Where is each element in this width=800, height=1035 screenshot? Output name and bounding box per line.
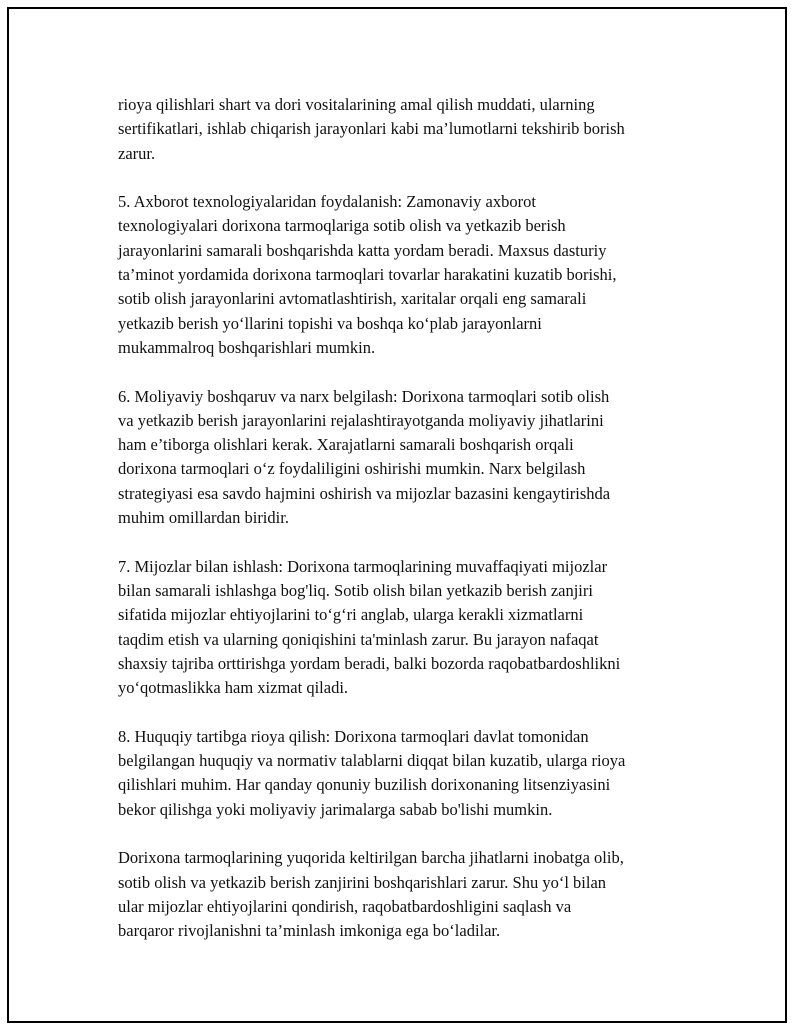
paragraph-continuation [118, 93, 698, 166]
text-line: 5. Axborot texnologiyalaridan foydalanish: Zamonaviy axborot [118, 192, 536, 212]
paragraph-item-7 [118, 555, 698, 701]
paragraph-item-5 [118, 190, 698, 360]
text-line: belgilangan huquqiy va normativ talablarni diqqat bilan kuzatib, ularga rioya [118, 751, 626, 771]
text-line: 7. Mijozlar bilan ishlash: Dorixona tarmoqlarining muvaffaqiyati mijozlar [118, 556, 608, 576]
text-line: dorixona tarmoqlari oʻz foydaliligini oshirishi mumkin. Narx belgilash [118, 459, 586, 479]
text-line: bilan samarali ishlashga bog'liq. Sotib olish bilan yetkazib berish zanjiri [118, 580, 593, 600]
text-line: sertifikatlari, ishlab chiqarish jarayonlari kabi ma’lumotlarni tekshirib borish [118, 119, 625, 139]
paragraph-conclusion [118, 846, 698, 943]
paragraph-item-8 [118, 725, 698, 822]
text-line: va yetkazib berish jarayonlarini rejalashtirayotganda moliyaviy jihatlarini [118, 410, 604, 430]
document-body [118, 93, 698, 968]
text-line: Dorixona tarmoqlarining yuqorida keltirilgan barcha jihatlarni inobatga olib, [118, 848, 624, 868]
text-line: ta’minot yordamida dorixona tarmoqlari tovarlar harakatini kuzatib borishi, [118, 265, 617, 285]
text-line: muhim omillardan biridir. [118, 508, 289, 528]
text-line: jarayonlarini samarali boshqarishda katta yordam beradi. Maxsus dasturiy [118, 240, 607, 260]
text-line: barqaror rivojlanishni ta’minlash imkoniga ega boʻladilar. [118, 921, 501, 941]
text-line: ular mijozlar ehtiyojlarini qondirish, raqobatbardoshligini saqlash va [118, 896, 572, 916]
text-line: taqdim etish va ularning qoniqishini ta'minlash zarur. Bu jarayon nafaqat [118, 629, 599, 649]
text-line: rioya qilishlari shart va dori vositalarining amal qilish muddati, ularning [118, 95, 595, 114]
text-line: zarur. [118, 143, 156, 163]
text-line: 6. Moliyaviy boshqaruv va narx belgilash: Dorixona tarmoqlari sotib olish [118, 386, 610, 406]
text-line: strategiyasi esa savdo hajmini oshirish va mijozlar bazasini kengaytirishda [118, 483, 611, 503]
text-line: shaxsiy tajriba orttirishga yordam beradi, balki bozorda raqobatbardoshlikni [118, 653, 621, 673]
text-line: texnologiyalari dorixona tarmoqlariga sotib olish va yetkazib berish [118, 216, 566, 236]
text-line: yoʻqotmaslikka ham xizmat qiladi. [118, 678, 349, 698]
paragraph-item-6 [118, 385, 698, 531]
text-line: sotib olish va yetkazib berish zanjirini boshqarishlari zarur. Shu yoʻl bilan [118, 872, 607, 892]
text-line: sifatida mijozlar ehtiyojlarini toʻgʻri anglab, ularga kerakli xizmatlarni [118, 605, 584, 625]
text-line: sotib olish jarayonlarini avtomatlashtirish, xaritalar orqali eng samarali [118, 289, 587, 309]
text-line: yetkazib berish yoʻllarini topishi va boshqa koʻplab jarayonlarni [118, 313, 542, 333]
text-line: mukammalroq boshqarishlari mumkin. [118, 337, 376, 357]
text-line: qilishlari muhim. Har qanday qonuniy buzilish dorixonaning litsenziyasini [118, 775, 611, 795]
text-line: 8. Huquqiy tartibga rioya qilish: Dorixona tarmoqlari davlat tomonidan [118, 726, 589, 746]
text-line: bekor qilishga yoki moliyaviy jarimalarga sabab bo'lishi mumkin. [118, 799, 553, 819]
text-line: ham e’tiborga olishlari kerak. Xarajatlarni samarali boshqarish orqali [118, 435, 574, 455]
